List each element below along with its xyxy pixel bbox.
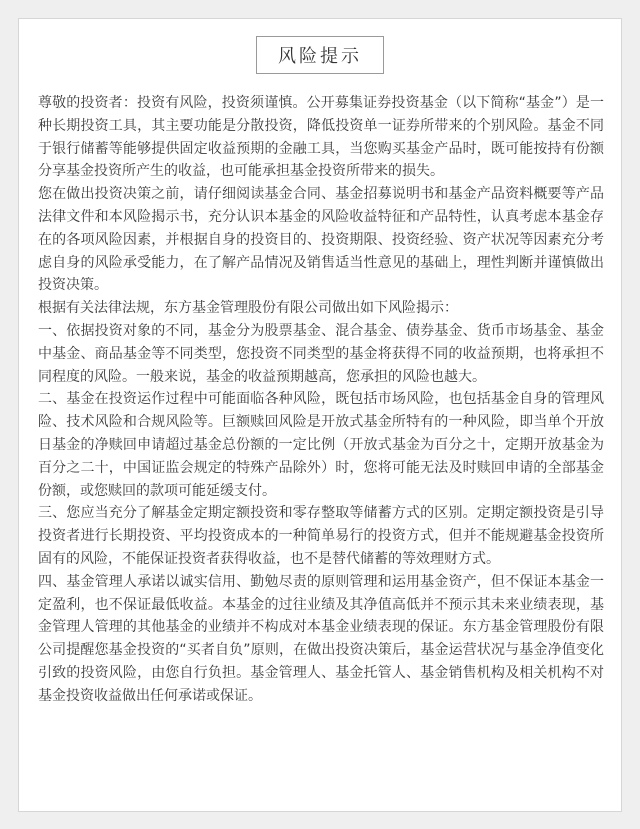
- paragraph-decision: 您在做出投资决策之前，请仔细阅读基金合同、基金招募说明书和基金产品资料概要等产品法律文件和本风险揭示书，充分认识本基金的风险收益特征和产品特性，认真考虑本基金存在的各项风险因素，并根据自身的投资目的、投资期限、投资经验、资产状况等因素充分考虑自身的风险承受能力，在了解产品情况及销售适当性意见的基础上，理性判断并谨慎做出投资决策。: [38, 186, 604, 294]
- paragraph-intro: 尊敬的投资者：投资有风险，投资须谨慎。公开募集证券投资基金（以下简称“基金”）是一种长期投资工具，其主要功能是分散投资，降低投资单一证券所带来的个别风险。基金不同于银行储蓄等能够提供固定收益预期的金融工具，当您购买基金产品时，既可能按持有份额分享基金投资所产生的收益，也可能承担基金投资所带来的损失。: [38, 95, 604, 180]
- page-title: 风险提示: [256, 36, 384, 74]
- paragraph-item-1: 一、依据投资对象的不同，基金分为股票基金、混合基金、债券基金、货币市场基金、基金中基金、商品基金等不同类型，您投资不同类型的基金将获得不同的收益预期，也将承担不同程度的风险。一般来说，基金的收益预期越高，您承担的风险也越大。: [38, 322, 604, 385]
- paragraph-disclosure-lead: 根据有关法律法规，东方基金管理股份有限公司做出如下风险揭示：: [38, 300, 458, 317]
- paragraph-item-4: 四、基金管理人承诺以诚实信用、勤勉尽责的原则管理和运用基金资产，但不保证本基金一定盈利，也不保证最低收益。本基金的过往业绩及其净值高低并不预示其未来业绩表现，基金管理人管理的其他基金的业绩并不构成对本基金业绩表现的保证。东方基金管理股份有限公司提醒您基金投资的“买者自负”原则，在做出投资决策后，基金运营状况与基金净值变化引致的投资风险，由您自行负担。基金管理人、基金托管人、基金销售机构及相关机构不对基金投资收益做出任何承诺或保证。: [38, 573, 604, 704]
- risk-disclosure-body: [38, 92, 604, 708]
- paragraph-item-3: 三、您应当充分了解基金定期定额投资和零存整取等储蓄方式的区别。定期定额投资是引导投资者进行长期投资、平均投资成本的一种简单易行的投资方式，但并不能规避基金投资所固有的风险，不能保证投资者获得收益，也不是替代储蓄的等效理财方式。: [38, 505, 604, 567]
- paragraph-item-2: 二、基金在投资运作过程中可能面临各种风险，既包括市场风险，也包括基金自身的管理风险、技术风险和合规风险等。巨额赎回风险是开放式基金所特有的一种风险，即当单个开放日基金的净赎回申请超过基金总份额的一定比例（开放式基金为百分之十，定期开放基金为百分之二十，中国证监会规定的特殊产品除外）时，您将可能无法及时赎回申请的全部基金份额，或您赎回的款项可能延缓支付。: [38, 391, 604, 499]
